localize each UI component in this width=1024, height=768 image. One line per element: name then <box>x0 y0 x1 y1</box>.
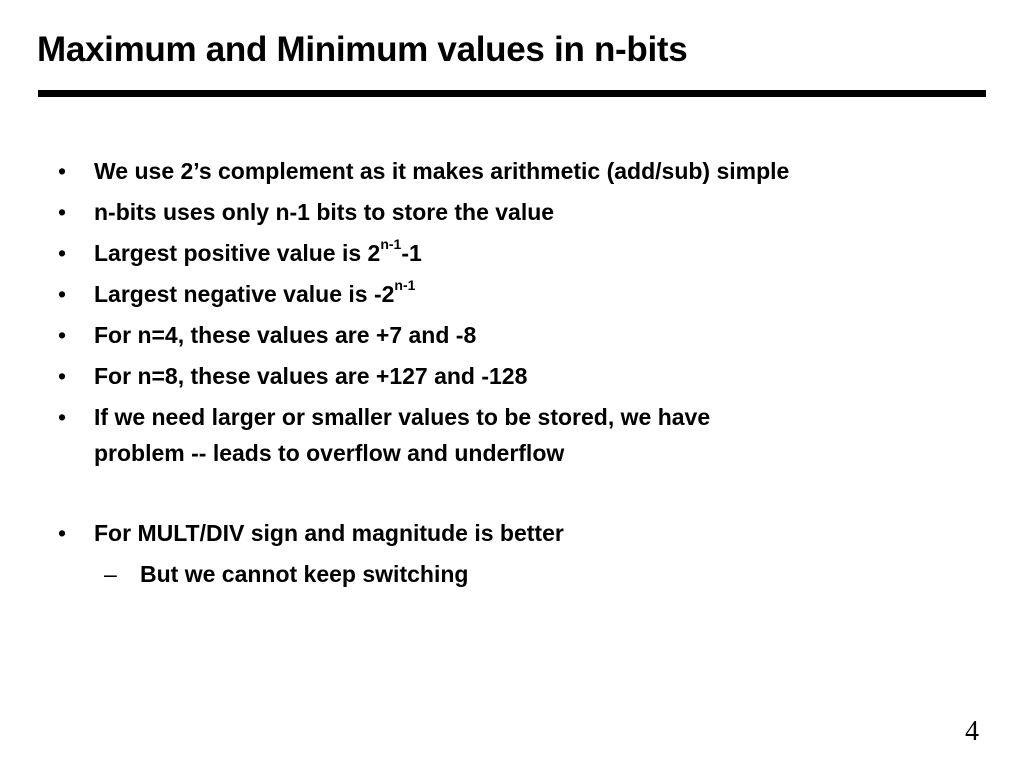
bullet-marker: • <box>58 158 67 184</box>
slide-title: Maximum and Minimum values in n-bits <box>37 30 688 69</box>
bullet-marker: • <box>58 281 67 307</box>
exponent: n-1 <box>394 277 416 294</box>
bullet-text: For n=8, these values are +127 and -128 <box>94 363 528 389</box>
sub-bullet-text: But we cannot keep switching <box>140 561 469 587</box>
bullet-text <box>94 235 974 271</box>
bullet-text-main: Largest negative value is -2 <box>94 281 395 307</box>
bullet-text: For n=4, these values are +7 and -8 <box>94 322 477 348</box>
bullet-text <box>94 399 974 471</box>
exponent: n-1 <box>380 236 402 253</box>
bullet-marker: • <box>58 322 67 348</box>
bullet-marker: • <box>58 199 67 225</box>
bullet-text: We use 2’s complement as it makes arithmetic (add/sub) simple <box>94 158 790 184</box>
bullet-text-line-2: problem -- leads to overflow and underflow <box>94 440 565 466</box>
bullet-text-line-1: If we need larger or smaller values to be stored, we have <box>94 404 711 430</box>
title-divider <box>38 90 986 97</box>
bullet-text: For MULT/DIV sign and magnitude is better <box>94 520 564 546</box>
bullet-marker: • <box>58 520 67 546</box>
bullet-marker: • <box>58 404 67 430</box>
bullet-marker: • <box>58 240 67 266</box>
sub-bullet-marker: – <box>104 561 117 587</box>
page-number: 4 <box>965 716 979 747</box>
bullet-text <box>94 276 974 312</box>
bullet-text-main: Largest positive value is 2 <box>94 240 381 266</box>
bullet-text-tail: -1 <box>401 240 422 266</box>
bullet-text: n-bits uses only n-1 bits to store the value <box>94 199 555 225</box>
bullet-marker: • <box>58 363 67 389</box>
